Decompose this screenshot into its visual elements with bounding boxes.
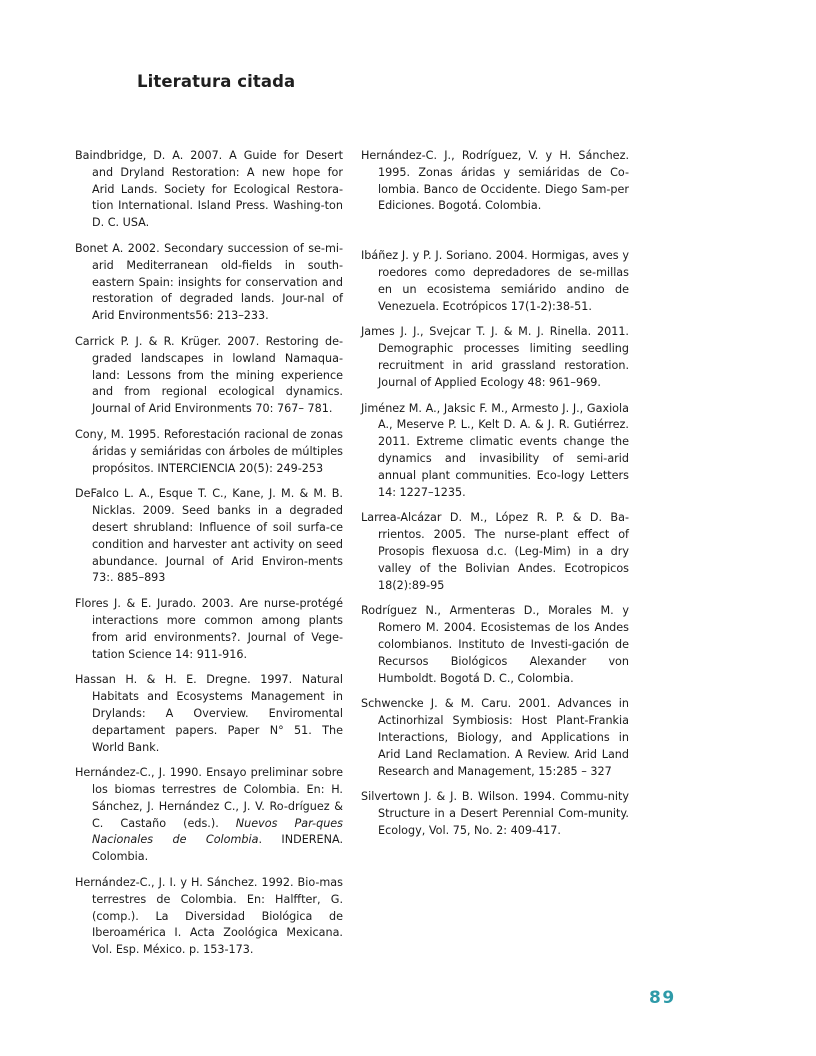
- references-left-column: [75, 148, 343, 968]
- page-number: 89: [649, 988, 676, 1008]
- reference-entry: Hassan H. & H. E. Dregne. 1997. Natural Habitats and Ecosystems Management in Drylands: A Overview. Enviromental departament papers. Paper N° 51. The World Bank.: [75, 673, 343, 754]
- reference-entry: Carrick P. J. & R. Krüger. 2007. Restoring de-graded landscapes in lowland Namaqua-land: Lessons from the mining experience and from regional ecological dynamics. Journal of Arid Environments 70: 767– 781.: [75, 334, 343, 416]
- reference-entry: Jiménez M. A., Jaksic F. M., Armesto J. J., Gaxiola A., Meserve P. L., Kelt D. A. & J. R. Gutiérrez. 2011. Extreme climatic events change the dynamics and invasibility of semi-arid annual plant communities. Eco-logy Letters 14: 1227–1235.: [361, 401, 629, 499]
- reference-text: Hernández-C., J. 1990. Ensayo preliminar sobre los biomas terrestres de Colombia. En: H. Sánchez, J. Hernández C., J. V. Ro-dríguez & C. Castaño (eds.).: [75, 766, 343, 830]
- reference-entry: Bonet A. 2002. Secondary succession of se-mi-arid Mediterranean old-fields in south-eastern Spain: insights for conservation and restoration of degraded lands. Jour-nal of Arid Environments56: 213–233.: [75, 241, 343, 323]
- reference-entry: Larrea-Alcázar D. M., López R. P. & D. Ba-rrientos. 2005. The nurse-plant effect of Prosopis flexuosa d.c. (Leg-Mim) in a dry valley of the Bolivian Andes. Ecotropicos 18(2):89-95: [361, 511, 629, 592]
- reference-entry: Flores J. & E. Jurado. 2003. Are nurse-protégé interactions more common among plants from arid environments?. Journal of Vege-tation Science 14: 911-916.: [75, 597, 343, 661]
- reference-entry: Rodríguez N., Armenteras D., Morales M. y Romero M. 2004. Ecosistemas de los Andes colombianos. Instituto de Investi-gación de Recursos Biológicos Alexander von Humboldt. Bogotá D. C., Colombia.: [361, 604, 629, 685]
- reference-entry: Schwencke J. & M. Caru. 2001. Advances in Actinorhizal Symbiosis: Host Plant-Frankia Interactions, Biology, and Applications in Arid Land Reclamation. A Review. Arid Land Research and Management, 15:285 – 327: [361, 697, 629, 778]
- reference-entry: DeFalco L. A., Esque T. C., Kane, J. M. & M. B. Nicklas. 2009. Seed banks in a degraded desert shrubland: Influence of soil surfa-ce condition and harvester ant activity on seed abundance. Journal of Arid Environ-ments 73:. 885–893: [75, 487, 343, 585]
- reference-entry: Silvertown J. & J. B. Wilson. 1994. Commu-nity Structure in a Desert Perennial Com-munity. Ecology, Vol. 75, No. 2: 409-417.: [361, 790, 629, 837]
- page-title: Literatura citada: [137, 72, 296, 91]
- reference-text: . INDERENA. Colombia.: [92, 833, 344, 864]
- reference-entry: Cony, M. 1995. Reforestación racional de zonas áridas y semiáridas con árboles de múltiples propósitos. INTERCIENCIA 20(5): 249-253: [75, 427, 343, 475]
- reference-entry: Hernández-C., J. I. y H. Sánchez. 1992. Bio-mas terrestres de Colombia. En: Halffter, G. (comp.). La Diversidad Biológica de Iberoamérica I. Acta Zoológica Mexicana. Vol. Esp. México. p. 153-173.: [75, 876, 343, 957]
- reference-entry: [75, 765, 343, 866]
- references-right-column: [361, 148, 629, 849]
- reference-entry: Ibáñez J. y P. J. Soriano. 2004. Hormigas, aves y roedores como depredadores de se-millas en un ecosistema semiárido andino de Venezuela. Ecotrópicos 17(1-2):38-51.: [361, 249, 629, 313]
- reference-italic-title: Nuevos Par-ques Nacionales de Colombia: [92, 816, 343, 847]
- reference-entry: James J. J., Svejcar T. J. & M. J. Rinella. 2011. Demographic processes limiting seedling recruitment in arid grassland restoration. Journal of Applied Ecology 48: 961–969.: [361, 325, 629, 389]
- reference-entry: Hernández-C. J., Rodríguez, V. y H. Sánchez. 1995. Zonas áridas y semiáridas de Co-lombia. Banco de Occidente. Diego Sam-per Ediciones. Bogotá. Colombia.: [361, 149, 629, 213]
- reference-entry: Baindbridge, D. A. 2007. A Guide for Desert and Dryland Restoration: A new hope for Arid Lands. Society for Ecological Restora-tion International. Island Press. Washing-ton D. C. USA.: [75, 149, 343, 230]
